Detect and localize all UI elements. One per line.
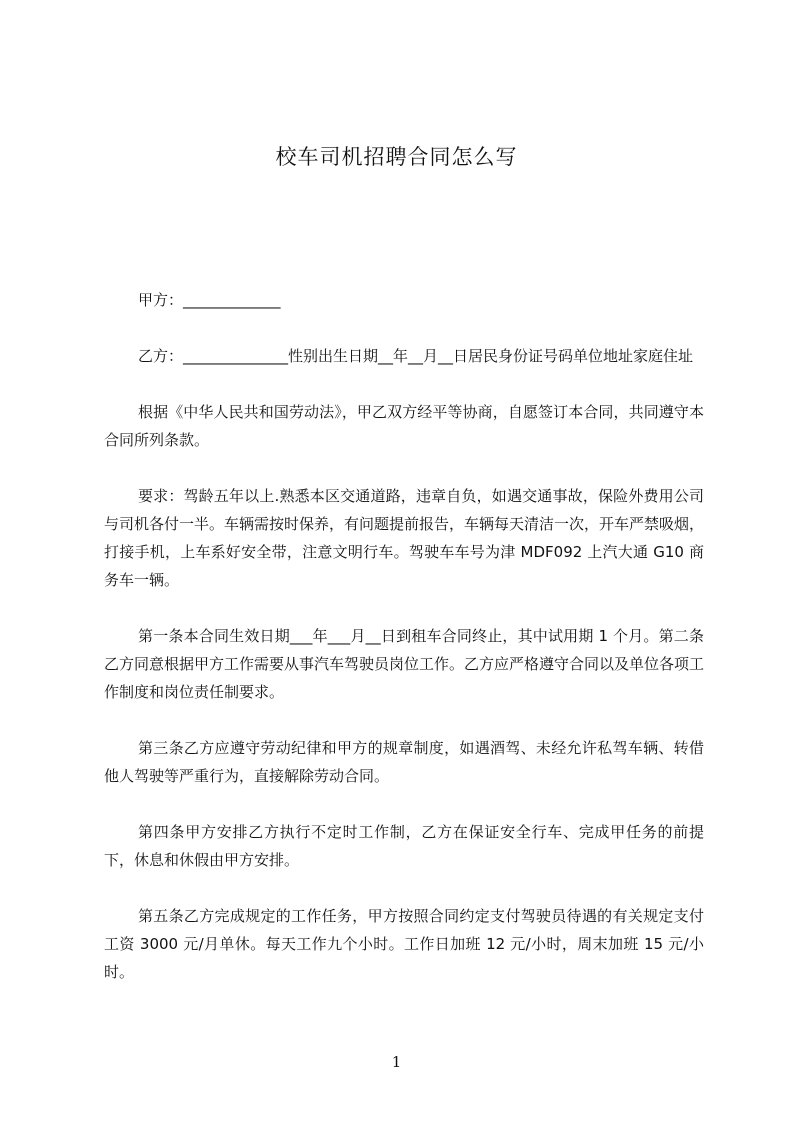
document-title: 校车司机招聘合同怎么写 xyxy=(275,145,518,169)
article-3-paragraph: 第三条乙方应遵守劳动纪律和甲方的规章制度，如遇酒驾、未经允许私驾车辆、转借他人驾驶等严重行为，直接解除劳动合同。 xyxy=(104,739,704,785)
requirements-paragraph: 要求：驾龄五年以上.熟悉本区交通道路，违章自负，如遇交通事故，保险外费用公司与司机各付一半。车辆需按时保养，有问题提前报告，车辆每天清洁一次，开车严禁吸烟，打接手机，上车系好安全带，注意文明行车。驾驶车车号为津 MDF092 上汽大通 G10 商务车一辆。 xyxy=(104,487,705,589)
article-5-paragraph: 第五条乙方完成规定的工作任务，甲方按照合同约定支付驾驶员待遇的有关规定支付工资 3000 元/月单休。每天工作九个小时。工作日加班 12 元/小时，周末加班 15 元/小时。 xyxy=(104,907,704,981)
party-a-line: 甲方：_____________ xyxy=(138,291,281,309)
page-number: 1 xyxy=(391,1053,402,1071)
article-1-2-paragraph: 第一条本合同生效日期___年___月__日到租车合同终止，其中试用期 1 个月。第二条乙方同意根据甲方工作需要从事汽车驾驶员岗位工作。乙方应严格遵守合同以及单位各项工作制度和岗位责任制要求。 xyxy=(104,627,705,701)
article-4-paragraph: 第四条甲方安排乙方执行不定时工作制，乙方在保证安全行车、完成甲任务的前提下，休息和休假由甲方安排。 xyxy=(104,823,704,869)
document-body xyxy=(104,286,704,1014)
preamble-paragraph: 根据《中华人民共和国劳动法》，甲乙双方经平等协商，自愿签订本合同，共同遵守本合同所列条款。 xyxy=(104,403,704,449)
party-b-line: 乙方：______________性别出生日期__年__月__日居民身份证号码单位地址家庭住址 xyxy=(138,347,694,365)
